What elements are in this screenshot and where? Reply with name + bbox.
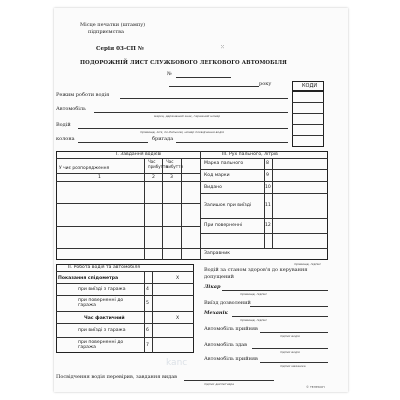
brigade-label: бригада (152, 136, 174, 142)
driver-line[interactable] (78, 128, 288, 129)
mechanic-sig-hint: підпис механіка (280, 364, 306, 368)
column-line[interactable] (78, 142, 148, 143)
col-order-header: У чиє розпорядження (59, 166, 110, 171)
exit-allowed-label: Виїзд дозволений (204, 300, 251, 306)
section3-title: III. Рух пального, літрів (222, 152, 278, 157)
codes-row-line (292, 102, 324, 103)
mechanic-hint: прізвище, підпис (240, 318, 268, 322)
driver-mode-label: Режим роботи водія (56, 92, 110, 98)
series-label: Серія 03-СП № (96, 46, 144, 52)
col-arrive-header: Час прибуття (148, 159, 168, 169)
date-line (169, 86, 259, 87)
row-line (56, 311, 194, 312)
car-line[interactable] (94, 112, 288, 113)
num-7: 7 (146, 343, 149, 348)
col-num-2: 2 (152, 175, 155, 180)
row-line (200, 218, 328, 219)
fueler-hint: прізвище, підпис (294, 262, 322, 266)
row-line (56, 337, 194, 338)
car-accepted-label: Автомобіль прийняв (204, 326, 258, 332)
page-title: ПОДОРОЖНІЙ ЛИСТ СЛУЖБОВОГО ЛЕГКОВОГО АВТОМОБІЛЯ (80, 60, 287, 66)
section2-title: II. Робота водія та автомобіля (68, 265, 141, 270)
car-handed-line[interactable] (252, 348, 328, 349)
fuel-exit-label: Залишок при виїзді (204, 203, 252, 208)
watermark: kanc (166, 358, 188, 368)
row-line (200, 193, 328, 194)
fuel-return-label: При поверненні (204, 223, 243, 228)
codes-header (292, 81, 324, 91)
fuel-code-label: Код марки (204, 173, 230, 178)
speedo-label: Показання спідометра (58, 276, 119, 281)
fuel-brand-num: 8 (266, 161, 269, 166)
row-line (200, 233, 328, 234)
speedo-x: X (176, 276, 180, 281)
driver-sig-hint-1: підпис водія (280, 334, 300, 338)
publisher-code: © ТЕЛЕКОН (306, 385, 325, 389)
codes-label: КОДИ (302, 83, 318, 89)
fuel-code-num: 9 (266, 173, 269, 178)
fuel-issued-label: Видано (204, 185, 222, 190)
car-handed-label: Автомобіль здав (204, 342, 247, 348)
certificate-line[interactable] (184, 380, 274, 381)
return-garage-label-1: при поверненні до гаража (78, 298, 124, 308)
car-label: Автомобіль (56, 106, 86, 112)
num-6: 6 (146, 328, 149, 333)
col-num-1: 1 (98, 175, 101, 180)
table-title-line (56, 158, 328, 159)
fuel-return-num: 12 (265, 223, 271, 228)
row-line (200, 169, 328, 170)
codes-row-line (292, 135, 324, 136)
driver-sig-hint-2: підпис водія (280, 350, 300, 354)
exit-allowed-line[interactable] (250, 306, 328, 307)
exit-garage-label-1: при виїзді з гаража (78, 287, 126, 292)
table-divider (200, 151, 201, 260)
row-line (56, 248, 200, 249)
mechanic-line[interactable] (232, 316, 328, 317)
row-line (56, 173, 200, 174)
codes-box (292, 91, 324, 147)
row-line (56, 295, 194, 296)
section1-title: I. Завдання водієві (116, 152, 162, 157)
time-x: X (176, 316, 180, 321)
fuel-issued-num: 10 (265, 185, 271, 190)
stamp-line-1: Місце печатки (штампу) (80, 22, 146, 28)
driver-label: Водій (56, 122, 71, 128)
certificate-label: Посвідчення водія перевірив, завдання видав (56, 374, 177, 380)
car-accepted-line[interactable] (260, 332, 328, 333)
fuel-exit-num: 11 (265, 203, 271, 208)
num-4: 4 (146, 287, 149, 292)
stamp-line-2: підприємства (88, 29, 124, 35)
row-line (56, 203, 200, 204)
exit-garage-label-2: при виїзді з гаража (78, 328, 126, 333)
num-5: 5 (146, 301, 149, 306)
col-num-3: 3 (170, 175, 173, 180)
doctor-line[interactable] (222, 290, 328, 291)
car-accepted2-line[interactable] (260, 362, 328, 363)
actual-time-label: Час фактичний (84, 316, 125, 321)
driver-mode-line[interactable] (120, 98, 288, 99)
codes-row-line (292, 113, 324, 114)
health-label: Водій за станом здоров'я до керування допущений (204, 267, 308, 280)
year-label: року (259, 81, 272, 87)
doctor-label: Лікар (204, 284, 221, 290)
row-line (56, 271, 194, 272)
doctor-hint: прізвище, підпис (240, 292, 268, 296)
row-line (56, 323, 194, 324)
num-col-line (272, 158, 273, 248)
row-line (56, 181, 200, 182)
row-line (200, 181, 328, 182)
fuel-brand-label: Марка пального (204, 161, 244, 166)
fueler-label: Заправник (204, 251, 230, 256)
brigade-line[interactable] (176, 142, 288, 143)
row-line (56, 283, 194, 284)
seal-mark-icon: ⁙ (220, 44, 226, 51)
row-line (56, 226, 200, 227)
row-line (200, 248, 328, 249)
driver-hint: прізвище, ім'я, по-батькові, номер посвідчення водія (140, 130, 224, 134)
column-label: колона (56, 136, 75, 142)
mechanic-label: Механік (204, 310, 228, 316)
dispatcher-hint: підпис диспетчера (204, 382, 234, 386)
return-garage-label-2: при поверненні до гаража (78, 340, 124, 350)
number-line (176, 77, 231, 78)
car-accepted2-label: Автомобіль прийняв (204, 356, 258, 362)
waybill-sheet (54, 8, 348, 392)
col-depart-header: Час вибуття (166, 159, 183, 169)
car-hint: марка, державний знак, гаражний номер (154, 114, 221, 118)
codes-row-line (292, 124, 324, 125)
number-sign: № (167, 71, 172, 77)
